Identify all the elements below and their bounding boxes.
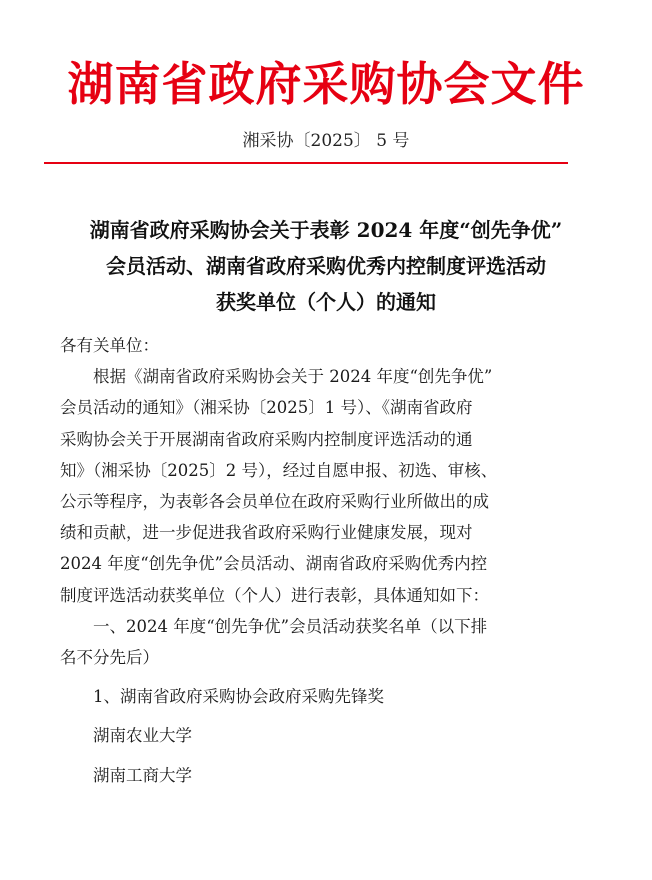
award-winner: 湖南工商大学 xyxy=(93,765,192,785)
paragraph-line: 会员活动的通知》（湘采协〔2025〕1 号）、《湖南省政府 xyxy=(60,398,473,418)
section-heading-line: 名不分先后） xyxy=(60,648,159,668)
award-winner: 湖南农业大学 xyxy=(93,726,192,746)
notice-title-line-2: 会员活动、湖南省政府采购优秀内控制度评选活动 xyxy=(106,254,546,278)
paragraph-line: 知》（湘采协〔2025〕2 号），经过自愿申报、初选、审核、 xyxy=(60,460,498,480)
document-masthead: 湖南省政府采购协会文件 xyxy=(67,57,585,111)
notice-title xyxy=(0,212,652,320)
paragraph-line: 采购协会关于开展湖南省政府采购内控制度评选活动的通 xyxy=(60,429,473,449)
section-heading-line: 一、2024 年度“创先争优”会员活动获奖名单（以下排 xyxy=(93,616,488,636)
salutation: 各有关单位： xyxy=(60,336,159,355)
paragraph-line: 绩和贡献，进一步促进我省政府采购行业健康发展，现对 xyxy=(60,523,473,543)
paragraph-intro xyxy=(60,361,550,611)
document-number: 湘采协〔2025〕 5 号 xyxy=(242,131,410,151)
paragraph-line: 根据《湖南省政府采购协会关于 2024 年度“创先争优” xyxy=(93,367,493,387)
section-1-heading xyxy=(60,611,550,673)
notice-title-line-1: 湖南省政府采购协会关于表彰 2024 年度“创先争优” xyxy=(89,218,563,242)
red-divider-line xyxy=(44,162,568,164)
award-1-heading: 1、湖南省政府采购协会政府采购先锋奖 xyxy=(93,687,384,707)
paragraph-line: 2024 年度“创先争优”会员活动、湖南省政府采购优秀内控 xyxy=(60,554,488,574)
paragraph-line: 制度评选活动获奖单位（个人）进行表彰，具体通知如下： xyxy=(60,585,489,605)
paragraph-line: 公示等程序，为表彰各会员单位在政府采购行业所做出的成 xyxy=(60,492,489,512)
notice-body xyxy=(60,330,550,791)
notice-title-line-3: 获奖单位（个人）的通知 xyxy=(216,290,436,314)
